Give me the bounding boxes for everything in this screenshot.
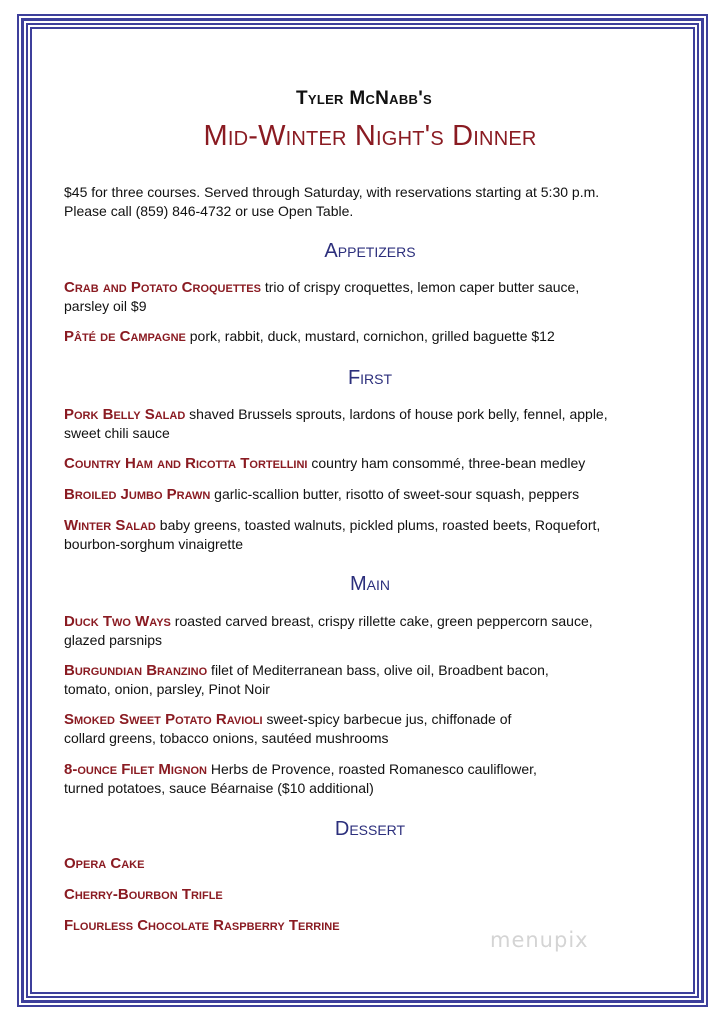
item-description: sweet-spicy barbecue jus, chiffonade of [262, 711, 512, 727]
watermark-logo: menupix [490, 928, 589, 952]
item-description: Herbs de Provence, roasted Romanesco cauliflower, [206, 761, 537, 777]
menu-item [64, 612, 669, 650]
section-heading-first: First [347, 367, 393, 389]
menu-item [64, 516, 669, 554]
menu-item [64, 710, 669, 748]
item-description: country ham consommé, three-bean medley [307, 455, 586, 471]
item-description: pork, rabbit, duck, mustard, cornichon, grilled baguette $12 [185, 328, 555, 344]
item-description: baby greens, toasted walnuts, pickled plums, roasted beets, Roquefort, [155, 517, 601, 533]
menu-item [64, 885, 669, 904]
item-description-cont: collard greens, tobacco onions, sautéed mushrooms [64, 730, 389, 746]
menu-title: Mid-Winter Night's Dinner [203, 120, 537, 152]
item-description: filet of Mediterranean bass, olive oil, Broadbent bacon, [207, 662, 549, 678]
item-name: Pâté de Campagne [64, 328, 186, 345]
item-description-cont: bourbon-sorghum vinaigrette [64, 536, 243, 552]
item-name: Crab and Potato Croquettes [64, 279, 261, 296]
item-description-cont: turned potatoes, sauce Béarnaise ($10 additional) [64, 780, 374, 796]
menu-item [64, 854, 669, 873]
item-description: trio of crispy croquettes, lemon caper butter sauce, [260, 279, 580, 295]
item-name: Duck Two Ways [64, 613, 171, 630]
menu-item [64, 327, 669, 346]
menu-item [64, 405, 669, 443]
item-name: Broiled Jumbo Prawn [64, 486, 211, 503]
menu-item [64, 760, 669, 798]
item-name: Opera Cake [64, 855, 145, 872]
intro-line-1: $45 for three courses. Served through Saturday, with reservations starting at 5:30 p.m. [64, 184, 600, 200]
item-name: Cherry-Bourbon Trifle [64, 886, 223, 903]
item-name: Flourless Chocolate Raspberry Terrine [64, 917, 340, 934]
intro-text [64, 183, 674, 221]
item-name: Smoked Sweet Potato Ravioli [64, 711, 263, 728]
item-description: shaved Brussels sprouts, lardons of house pork belly, fennel, apple, [185, 406, 608, 422]
menu-item [64, 278, 669, 316]
item-name: Winter Salad [64, 517, 156, 534]
item-description-cont: parsley oil $9 [64, 298, 147, 314]
menu-item [64, 485, 669, 504]
item-name: Pork Belly Salad [64, 406, 186, 423]
section-heading-appetizers: Appetizers [324, 240, 416, 262]
item-name: Country Ham and Ricotta Tortellini [64, 455, 308, 472]
menu-item [64, 454, 669, 473]
item-description: garlic-scallion butter, risotto of sweet-sour squash, peppers [210, 486, 580, 502]
intro-line-2: Please call (859) 846-4732 or use Open Table. [64, 203, 354, 219]
menu-item [64, 661, 669, 699]
item-name: Burgundian Branzino [64, 662, 208, 679]
section-heading-main: Main [350, 573, 390, 595]
item-description-cont: tomato, onion, parsley, Pinot Noir [64, 681, 270, 697]
item-name: 8-ounce Filet Mignon [64, 761, 207, 778]
item-description-cont: glazed parsnips [64, 632, 163, 648]
item-description: roasted carved breast, crispy rillette cake, green peppercorn sauce, [170, 613, 593, 629]
item-description-cont: sweet chili sauce [64, 425, 170, 441]
section-heading-dessert: Dessert [334, 818, 406, 840]
chef-name: Tyler McNabb's [295, 88, 433, 109]
